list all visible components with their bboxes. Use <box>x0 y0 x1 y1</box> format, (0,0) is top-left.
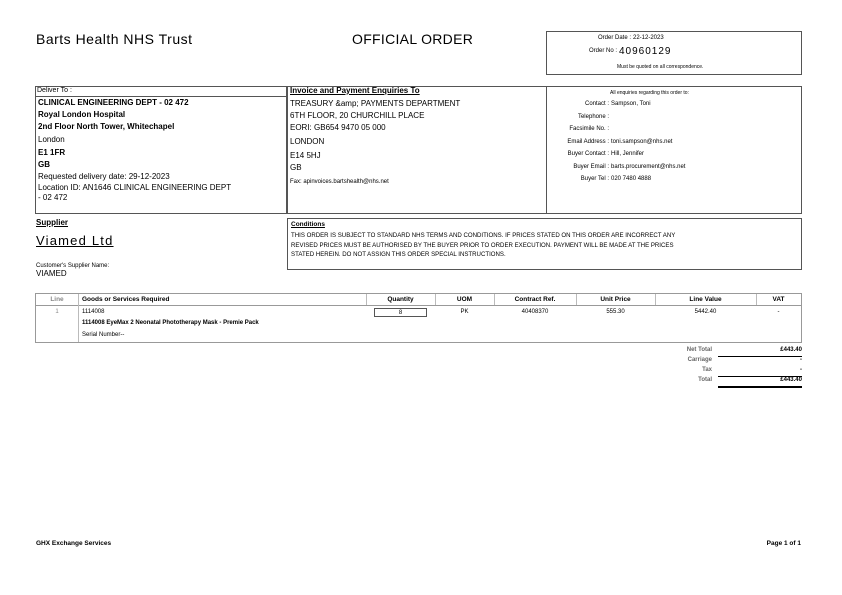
deliver-to-title: Deliver To : <box>37 87 72 94</box>
invoice-title: Invoice and Payment Enquiries To <box>290 86 420 95</box>
deliver-line-date: Requested delivery date: 29-12-2023 <box>38 172 170 181</box>
deliver-address <box>38 97 231 202</box>
table-row <box>36 306 801 342</box>
enquiry-label: Buyer Contact : <box>567 151 609 157</box>
enquiries-title: All enquiries regarding this order to: <box>610 90 689 96</box>
total-label: Net Total <box>686 347 712 353</box>
cell-unit-price: 555.30 <box>606 309 625 315</box>
footer-page-number: Page 1 of 1 <box>766 540 801 547</box>
cell-quantity: 8 <box>398 310 403 316</box>
total-value: - <box>800 357 802 363</box>
cell-contract: 40408370 <box>521 309 549 315</box>
deliver-line-street: 2nd Floor North Tower, Whitechapel <box>38 122 175 131</box>
total-value: £443.40 <box>780 347 802 353</box>
order-no-value: 40960129 <box>619 46 672 57</box>
footer-left: GHX Exchange Services <box>36 540 112 547</box>
col-header-vat: VAT <box>772 296 785 303</box>
invoice-fax: Fax: apinvoices.bartshealth@nhs.net <box>290 179 389 185</box>
cell-line-value: 5442.40 <box>694 309 717 315</box>
enquiry-value: toni.sampson@nhs.net <box>611 138 673 145</box>
invoice-line-postcode: E14 5HJ <box>290 151 321 160</box>
deliver-line-hospital: Royal London Hospital <box>38 110 126 119</box>
total-label: Total <box>698 377 712 383</box>
supplier-title: Supplier <box>36 218 69 227</box>
enquiry-row <box>547 101 801 114</box>
enquiry-label: Telephone : <box>577 113 609 120</box>
items-table <box>35 293 802 343</box>
supplier-name: Viamed Ltd <box>36 233 114 248</box>
enquiry-value: Sampson, Toni <box>611 101 651 107</box>
invoice-line-city: LONDON <box>290 137 325 146</box>
enquiry-label: Buyer Tel : <box>580 176 609 182</box>
deliver-line-postcode: E1 1FR <box>38 148 66 157</box>
order-date-value: 22-12-2023 <box>633 35 664 41</box>
cell-description: 1114008 EyeMax 2 Neonatal Phototherapy Mask - Premie Pack <box>82 320 259 326</box>
total-value: - <box>800 367 802 373</box>
enquiry-value: Hill, Jennifer <box>611 151 645 157</box>
deliver-line-location-cont: - 02 472 <box>38 193 68 202</box>
col-header-uom: UOM <box>456 296 473 303</box>
enquiry-label: Facsimile No. : <box>569 126 609 132</box>
col-header-quantity: Quantity <box>387 296 414 303</box>
invoice-box <box>287 86 802 214</box>
enquiry-value: barts.procurement@nhs.net <box>611 163 686 170</box>
enquiry-row <box>547 126 801 139</box>
col-header-line: Line <box>50 296 64 303</box>
order-date-label: Order Date : <box>597 35 631 41</box>
conditions-line: THIS ORDER IS SUBJECT TO STANDARD NHS TERMS AND CONDITIONS. IF PRICES STATED ON THIS ORDER ARE INCORRECT ANY <box>291 232 676 239</box>
enquiry-row <box>547 164 801 177</box>
order-note: Must be quoted on all correspondence. <box>617 64 704 70</box>
enquiry-label: Email Address : <box>567 138 609 145</box>
enquiry-row <box>547 176 801 189</box>
total-row-net <box>640 347 802 357</box>
conditions-line: REVISED PRICES MUST BE AUTHORISED BY THE BUYER PRIOR TO ORDER EXECUTION. PAYMENT WILL BE MADE AT THE PRICES <box>291 241 674 249</box>
invoice-line-street: 6TH FLOOR, 20 CHURCHILL PLACE <box>290 111 425 120</box>
totals-block <box>640 347 802 387</box>
cell-vat: - <box>777 309 780 315</box>
enquiry-value: 020 7480 4888 <box>611 176 652 182</box>
invoice-line-country: GB <box>290 163 302 172</box>
order-info-box <box>546 31 802 75</box>
quantity-box <box>374 308 427 317</box>
col-header-line-value: Line Value <box>689 296 722 303</box>
total-row-total <box>640 377 802 387</box>
col-header-contract: Contract Ref. <box>514 296 556 303</box>
total-row-tax <box>640 367 802 377</box>
cell-uom: PK <box>460 309 469 315</box>
deliver-line-location: Location ID: AN1646 CLINICAL ENGINEERING DEPT <box>38 183 232 192</box>
deliver-line-dept: CLINICAL ENGINEERING DEPT - 02 472 <box>38 98 189 107</box>
deliver-line-country: GB <box>38 160 50 169</box>
total-label: Carriage <box>687 357 712 363</box>
enquiry-row <box>547 151 801 164</box>
conditions-box <box>287 218 802 270</box>
customer-supplier-label: Customer's Supplier Name: <box>36 263 110 269</box>
invoice-address <box>290 98 460 174</box>
col-header-goods: Goods or Services Required <box>82 296 170 303</box>
cell-line: 1 <box>55 309 59 315</box>
total-row-carriage <box>640 357 802 367</box>
total-label: Tax <box>702 367 712 373</box>
invoice-line-dept: TREASURY &amp; PAYMENTS DEPARTMENT <box>290 99 461 108</box>
conditions-line: STATED HEREIN. DO NOT ASSIGN THIS ORDER SPECIAL INSTRUCTIONS. <box>291 251 506 258</box>
total-value: £443.40 <box>780 377 802 383</box>
enquiry-row <box>547 114 801 127</box>
cell-code: 1114008 <box>82 309 105 315</box>
enquiry-row <box>547 139 801 152</box>
document-title: OFFICIAL ORDER <box>352 31 474 47</box>
enquiries-list <box>547 101 801 189</box>
trust-name: Barts Health NHS Trust <box>36 31 193 47</box>
enquiry-label: Buyer Email : <box>573 163 609 170</box>
conditions-text <box>291 231 675 260</box>
cell-serial: Serial Number-- <box>82 332 125 338</box>
conditions-title: Conditions <box>291 221 325 228</box>
order-no-label: Order No : <box>588 48 617 54</box>
customer-supplier-value: VIAMED <box>36 269 67 278</box>
deliver-line-city: London <box>38 135 65 144</box>
deliver-to-box <box>35 86 287 214</box>
col-header-unit-price: Unit Price <box>600 296 631 303</box>
enquiry-label: Contact : <box>584 101 609 107</box>
invoice-line-eori: EORI: GB654 9470 05 000 <box>290 123 386 132</box>
